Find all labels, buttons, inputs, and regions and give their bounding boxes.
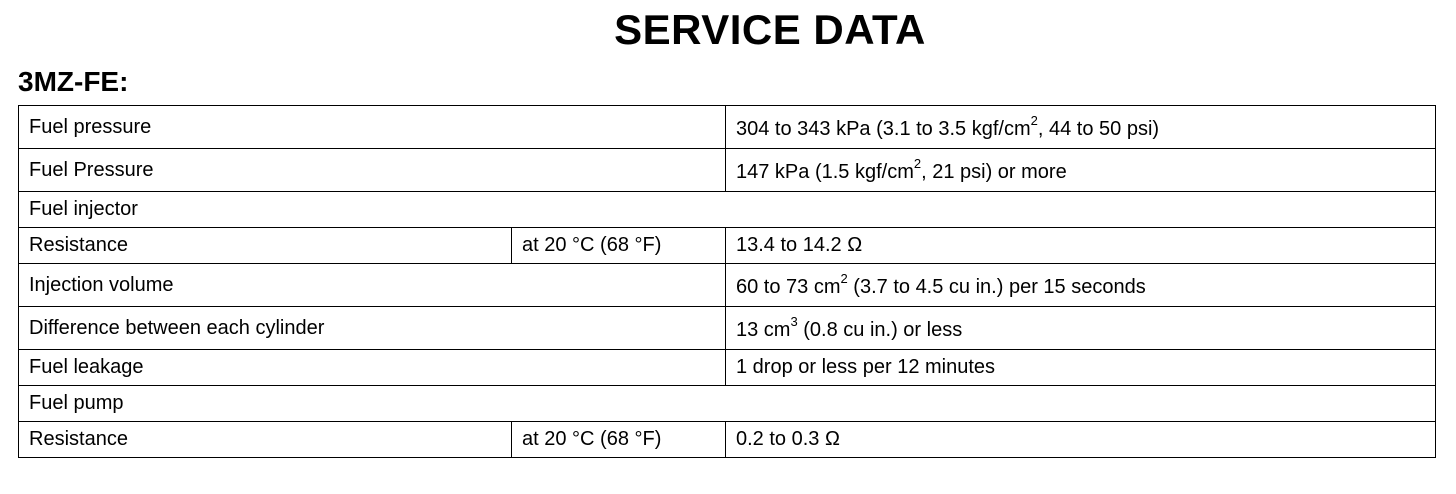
table-row xyxy=(19,106,1436,149)
page-title: SERVICE DATA xyxy=(614,6,926,53)
table-row xyxy=(19,264,1436,307)
row-value: 147 kPa (1.5 kgf/$cm^2$, 21 psi) or more xyxy=(726,149,1436,192)
table-row xyxy=(19,228,1436,264)
row-label: Resistance xyxy=(19,422,512,458)
row-value: 13 $cm^3$ (0.8 cu in.) or less xyxy=(726,307,1436,350)
row-label: Injection volume xyxy=(19,264,726,307)
table-row xyxy=(19,422,1436,458)
row-condition: at 20 °C (68 °F) xyxy=(512,422,726,458)
table-row xyxy=(19,350,1436,386)
row-value: 1 drop or less per 12 minutes xyxy=(726,350,1436,386)
table-row xyxy=(19,149,1436,192)
table-row xyxy=(19,192,1436,228)
service-data-table xyxy=(18,105,1436,458)
section-heading: Fuel injector xyxy=(19,192,1436,228)
row-label: Difference between each cylinder xyxy=(19,307,726,350)
row-value: 304 to 343 kPa (3.1 to 3.5 kgf/$cm^2$, 44 to 50 psi) xyxy=(726,106,1436,149)
row-label: Fuel Pressure xyxy=(19,149,726,192)
row-label: Fuel pressure xyxy=(19,106,726,149)
row-label: Resistance xyxy=(19,228,512,264)
row-condition: at 20 °C (68 °F) xyxy=(512,228,726,264)
engine-model-heading: 3MZ-FE: xyxy=(18,66,129,97)
row-value: 0.2 to 0.3 Ω xyxy=(726,422,1436,458)
row-value: 13.4 to 14.2 Ω xyxy=(726,228,1436,264)
section-heading: Fuel pump xyxy=(19,386,1436,422)
table-row xyxy=(19,307,1436,350)
table-row xyxy=(19,386,1436,422)
row-value: 60 to 73 $cm^2$ (3.7 to 4.5 cu in.) per 15 seconds xyxy=(726,264,1436,307)
row-label: Fuel leakage xyxy=(19,350,726,386)
